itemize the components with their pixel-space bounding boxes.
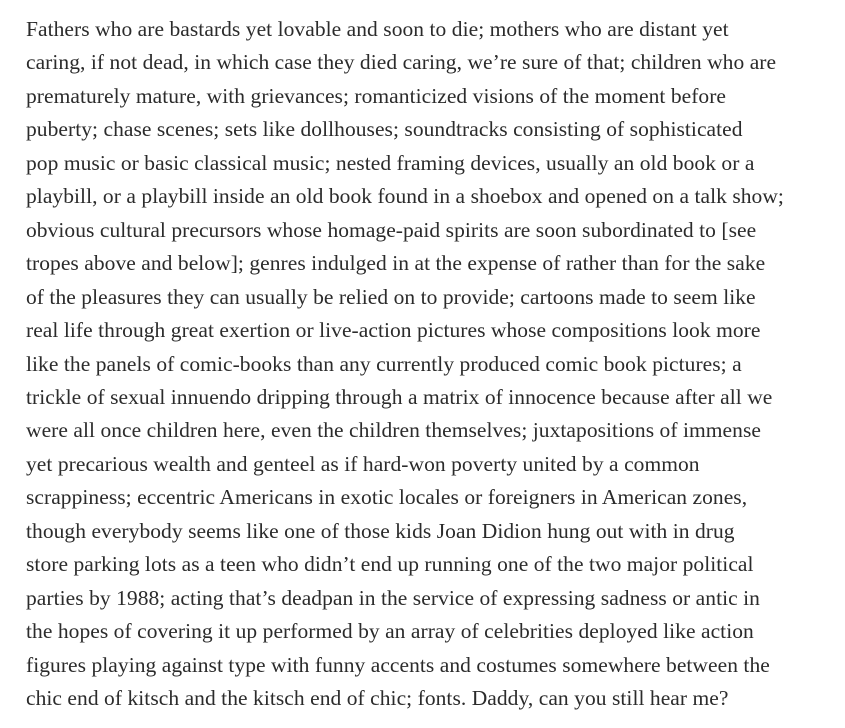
paragraph-line: trickle of sexual innuendo dripping through a matrix of innocence because after all we	[26, 384, 773, 409]
paragraph-line: prematurely mature, with grievances; romanticized visions of the moment before	[26, 83, 727, 108]
paragraph-line: puberty; chase scenes; sets like dollhouses; soundtracks consisting of sophisticated	[26, 117, 743, 142]
paragraph-line: store parking lots as a teen who didn’t end up running one of the two major political	[26, 552, 754, 577]
paragraph-line: the hopes of covering it up performed by an array of celebrities deployed like action	[26, 619, 754, 644]
paragraph-line: though everybody seems like one of those kids Joan Didion hung out with in drug	[26, 518, 735, 543]
paragraph-line: chic end of kitsch and the kitsch end of chic; fonts. Daddy, can you still hear me?	[26, 686, 729, 711]
paragraph-line: figures playing against type with funny accents and costumes somewhere between the	[26, 652, 770, 677]
paragraph-line: Fathers who are bastards yet lovable and soon to die; mothers who are distant yet	[26, 17, 729, 41]
paragraph-line: tropes above and below]; genres indulged in at the expense of rather than for the sake	[26, 251, 766, 276]
article-paragraph	[26, 13, 836, 716]
paragraph-line: parties by 1988; acting that’s deadpan in the service of expressing sadness or antic in	[26, 585, 760, 610]
paragraph-line: caring, if not dead, in which case they died caring, we’re sure of that; children who are	[26, 50, 777, 75]
paragraph-line: yet precarious wealth and genteel as if hard-won poverty united by a common	[26, 451, 700, 476]
paragraph-line: of the pleasures they can usually be relied on to provide; cartoons made to seem like	[26, 284, 756, 309]
paragraph-line: playbill, or a playbill inside an old book found in a shoebox and opened on a talk show;	[26, 184, 784, 209]
paragraph-line: were all once children here, even the children themselves; juxtapositions of immense	[26, 418, 761, 443]
paragraph-line: scrappiness; eccentric Americans in exotic locales or foreigners in American zones,	[26, 485, 748, 510]
paragraph-line: pop music or basic classical music; nested framing devices, usually an old book or a	[26, 150, 755, 175]
paragraph-line: like the panels of comic-books than any currently produced comic book pictures; a	[26, 351, 742, 376]
paragraph-line: obvious cultural precursors whose homage-paid spirits are soon subordinated to [see	[26, 217, 757, 242]
paragraph-line: real life through great exertion or live-action pictures whose compositions look more	[26, 318, 761, 343]
